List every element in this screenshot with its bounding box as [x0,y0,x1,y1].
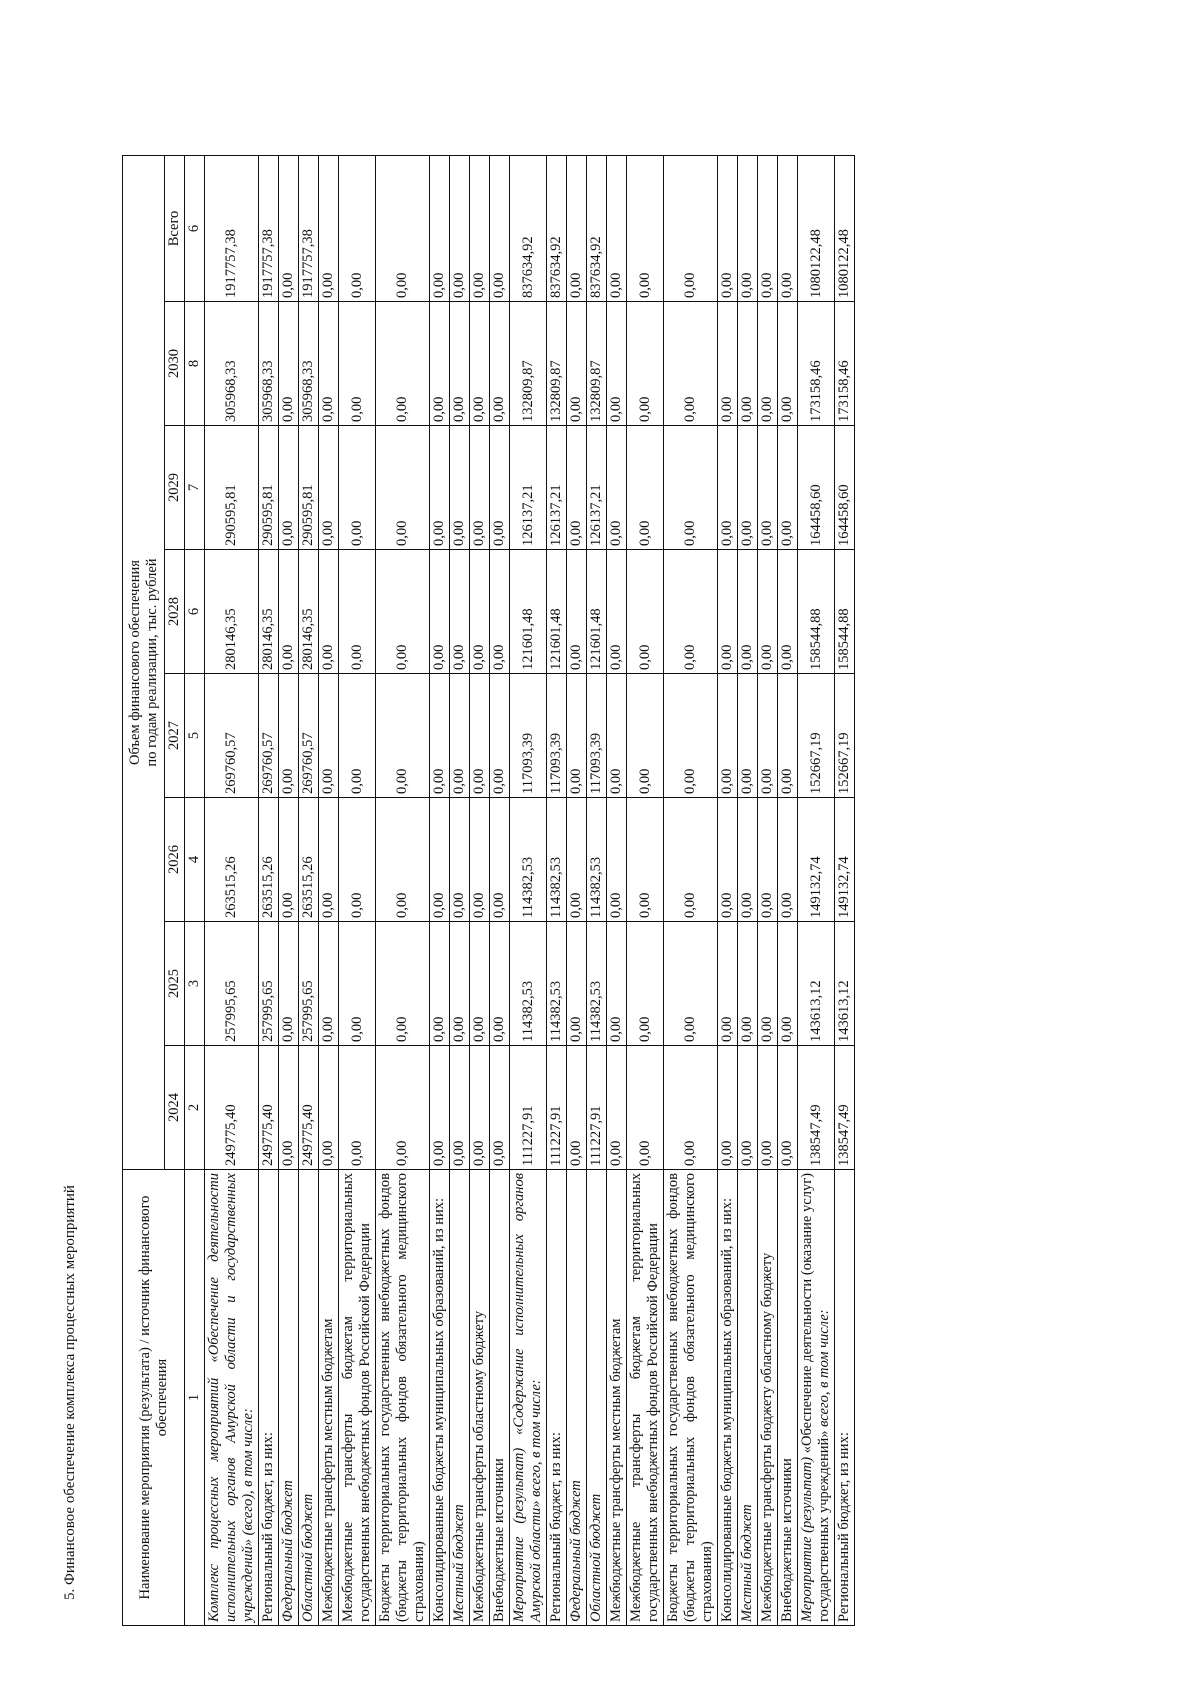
row-value: 0,00 [376,156,430,302]
row-value: 0,00 [627,922,664,1046]
row-name: Федеральный бюджет [279,1170,299,1626]
row-value: 0,00 [567,550,587,674]
row-value: 117093,39 [587,674,607,798]
row-value: 0,00 [607,798,627,922]
row-value: 0,00 [490,1046,510,1170]
row-value: 0,00 [567,302,587,426]
table-row [259,156,279,1626]
row-value: 114382,53 [510,922,547,1046]
row-value: 0,00 [450,674,470,798]
table-row [738,156,758,1626]
row-value: 173158,46 [798,302,835,426]
row-name: Консолидированные бюджеты муниципальных образований, из них: [430,1170,450,1626]
table-row [607,156,627,1626]
row-value: 0,00 [607,302,627,426]
header-year-2025: 2025 [165,922,185,1046]
finance-table-container [122,156,1182,1626]
header-year-2026: 2026 [165,798,185,922]
row-value: 0,00 [279,156,299,302]
row-value: 263515,26 [259,798,279,922]
row-value: 0,00 [664,550,718,674]
row-value: 158544,88 [798,550,835,674]
row-value: 132809,87 [547,302,567,426]
row-value: 0,00 [718,674,738,798]
row-value: 138547,49 [798,1046,835,1170]
row-value: 0,00 [376,674,430,798]
header-year-2027: 2027 [165,674,185,798]
row-name: Консолидированные бюджеты муниципальных образований, из них: [718,1170,738,1626]
row-name: Межбюджетные трансферты бюджету областному бюджету [758,1170,778,1626]
row-name: Областной бюджет [299,1170,319,1626]
table-row [299,156,319,1626]
row-value: 0,00 [430,302,450,426]
row-value: 0,00 [450,1046,470,1170]
table-row [758,156,778,1626]
row-value: 0,00 [319,426,339,550]
row-value: 305968,33 [299,302,319,426]
row-value: 1080122,48 [835,156,855,302]
table-row [470,156,490,1626]
table-row [490,156,510,1626]
row-value: 0,00 [490,922,510,1046]
row-value: 0,00 [738,302,758,426]
row-value: 0,00 [490,550,510,674]
row-value: 0,00 [758,302,778,426]
row-value: 0,00 [664,426,718,550]
row-value: 249775,40 [205,1046,259,1170]
row-value: 0,00 [664,302,718,426]
row-value: 0,00 [607,1046,627,1170]
row-value: 0,00 [339,798,376,922]
row-value: 0,00 [279,302,299,426]
row-value: 0,00 [718,798,738,922]
row-value: 0,00 [627,302,664,426]
row-value: 0,00 [664,1046,718,1170]
row-value: 0,00 [567,426,587,550]
row-value: 0,00 [279,1046,299,1170]
row-value: 152667,19 [798,674,835,798]
row-value: 0,00 [470,798,490,922]
row-value: 0,00 [450,798,470,922]
column-number: 4 [185,798,205,922]
row-value: 0,00 [490,798,510,922]
row-value: 0,00 [778,1046,798,1170]
row-value: 0,00 [470,426,490,550]
row-value: 126137,21 [510,426,547,550]
row-value: 0,00 [567,674,587,798]
row-name: Межбюджетные трансферты бюджетам территориальных государственных внебюджетных фондов Российской Федерации [339,1170,376,1626]
row-value: 164458,60 [798,426,835,550]
row-value: 249775,40 [299,1046,319,1170]
row-value: 269760,57 [205,674,259,798]
row-name: Мероприятие (результат) «Обеспечение деятельности (оказание услуг) государственных учреждений» всего, в том числе: [798,1170,835,1626]
row-value: 0,00 [339,1046,376,1170]
row-value: 0,00 [718,922,738,1046]
row-value: 0,00 [339,302,376,426]
row-value: 837634,92 [510,156,547,302]
row-value: 143613,12 [798,922,835,1046]
row-value: 305968,33 [259,302,279,426]
table-row [627,156,664,1626]
row-value: 0,00 [279,674,299,798]
row-value: 0,00 [450,922,470,1046]
row-value: 0,00 [376,550,430,674]
row-value: 114382,53 [587,798,607,922]
row-name: Межбюджетные трансферты областному бюджету [470,1170,490,1626]
row-value: 0,00 [627,426,664,550]
table-row [718,156,738,1626]
row-value: 0,00 [470,156,490,302]
header-year-2028: 2028 [165,550,185,674]
row-value: 0,00 [758,922,778,1046]
row-value: 0,00 [718,1046,738,1170]
row-value: 0,00 [319,798,339,922]
row-name: Внебюджетные источники [778,1170,798,1626]
column-number: 7 [185,426,205,550]
row-value: 263515,26 [299,798,319,922]
row-value: 0,00 [738,1046,758,1170]
row-value: 280146,35 [259,550,279,674]
row-value: 0,00 [490,426,510,550]
row-value: 0,00 [490,302,510,426]
row-value: 117093,39 [510,674,547,798]
row-value: 0,00 [607,426,627,550]
row-value: 0,00 [339,550,376,674]
row-value: 132809,87 [587,302,607,426]
header-year-2030: 2030 [165,302,185,426]
row-value: 114382,53 [547,922,567,1046]
row-value: 257995,65 [205,922,259,1046]
row-value: 269760,57 [299,674,319,798]
row-value: 257995,65 [259,922,279,1046]
row-value: 0,00 [758,674,778,798]
table-row [664,156,718,1626]
row-value: 114382,53 [587,922,607,1046]
row-value: 149132,74 [835,798,855,922]
row-value: 0,00 [430,674,450,798]
row-value: 0,00 [339,674,376,798]
row-value: 0,00 [627,674,664,798]
row-name: Региональный бюджет, из них: [547,1170,567,1626]
row-value: 111227,91 [510,1046,547,1170]
table-row [205,156,259,1626]
row-value: 0,00 [430,798,450,922]
table-row [319,156,339,1626]
table-row [567,156,587,1626]
row-value: 257995,65 [299,922,319,1046]
row-value: 0,00 [664,798,718,922]
row-value: 0,00 [430,550,450,674]
row-value: 132809,87 [510,302,547,426]
row-value: 173158,46 [835,302,855,426]
row-value: 0,00 [470,922,490,1046]
row-name: Комплекс процессных мероприятий «Обеспечение деятельности исполнительных органов Амурской области и государственных учреждений» (всего), в том числе: [205,1170,259,1626]
row-value: 0,00 [718,550,738,674]
row-name: Межбюджетные трансферты местным бюджетам [607,1170,627,1626]
row-value: 290595,81 [299,426,319,550]
row-value: 0,00 [738,156,758,302]
row-value: 0,00 [339,922,376,1046]
row-value: 138547,49 [835,1046,855,1170]
row-value: 0,00 [279,922,299,1046]
row-value: 121601,48 [587,550,607,674]
row-value: 126137,21 [547,426,567,550]
row-value: 0,00 [738,922,758,1046]
row-value: 0,00 [607,550,627,674]
row-value: 143613,12 [835,922,855,1046]
row-value: 0,00 [319,302,339,426]
finance-table [122,155,855,1626]
table-row [279,156,299,1626]
table-row [430,156,450,1626]
table-row [510,156,547,1626]
row-value: 0,00 [470,1046,490,1170]
row-value: 1917757,38 [299,156,319,302]
row-value: 290595,81 [259,426,279,550]
row-value: 111227,91 [587,1046,607,1170]
row-value: 0,00 [279,550,299,674]
row-value: 0,00 [319,156,339,302]
row-value: 0,00 [718,426,738,550]
row-value: 117093,39 [547,674,567,798]
row-value: 0,00 [607,156,627,302]
column-number: 2 [185,1046,205,1170]
table-row [798,156,835,1626]
row-value: 0,00 [607,922,627,1046]
row-name: Местный бюджет [738,1170,758,1626]
row-value: 0,00 [319,550,339,674]
row-value: 121601,48 [547,550,567,674]
row-name: Межбюджетные трансферты местным бюджетам [319,1170,339,1626]
column-number: 6 [185,550,205,674]
row-value: 0,00 [376,302,430,426]
table-body [205,156,855,1626]
row-name: Федеральный бюджет [567,1170,587,1626]
row-value: 0,00 [778,156,798,302]
row-name: Бюджеты территориальных государственных внебюджетных фондов (бюджеты территориальных фондов обязательного медицинского страхования) [376,1170,430,1626]
row-value: 0,00 [279,426,299,550]
row-value: 1080122,48 [798,156,835,302]
row-value: 0,00 [758,798,778,922]
row-value: 0,00 [664,156,718,302]
row-value: 0,00 [376,426,430,550]
row-name: Внебюджетные источники [490,1170,510,1626]
row-value: 0,00 [470,550,490,674]
row-value: 0,00 [450,156,470,302]
row-value: 837634,92 [547,156,567,302]
row-value: 837634,92 [587,156,607,302]
row-value: 0,00 [627,1046,664,1170]
header-total: Всего [165,156,185,302]
row-value: 111227,91 [547,1046,567,1170]
page-title: 5. Финансовое обеспечение комплекса процессных мероприятий [62,1185,78,1600]
row-value: 152667,19 [835,674,855,798]
row-name: Областной бюджет [587,1170,607,1626]
row-value: 0,00 [567,798,587,922]
table-row [835,156,855,1626]
row-value: 121601,48 [510,550,547,674]
column-number: 8 [185,302,205,426]
row-value: 0,00 [567,156,587,302]
row-value: 0,00 [430,156,450,302]
row-value: 269760,57 [259,674,279,798]
table-row [376,156,430,1626]
row-value: 1917757,38 [259,156,279,302]
row-value: 0,00 [778,426,798,550]
row-value: 280146,35 [299,550,319,674]
row-value: 0,00 [778,302,798,426]
row-value: 158544,88 [835,550,855,674]
row-value: 280146,35 [205,550,259,674]
row-value: 0,00 [319,674,339,798]
row-value: 0,00 [450,550,470,674]
table-row [339,156,376,1626]
row-value: 0,00 [607,674,627,798]
row-value: 0,00 [778,674,798,798]
column-number: 5 [185,674,205,798]
table-row [450,156,470,1626]
row-name: Межбюджетные трансферты бюджетам территориальных государственных внебюджетных фондов Российской Федерации [627,1170,664,1626]
row-value: 263515,26 [205,798,259,922]
row-value: 0,00 [376,1046,430,1170]
row-value: 0,00 [430,1046,450,1170]
row-value: 149132,74 [798,798,835,922]
header-year-2029: 2029 [165,426,185,550]
row-value: 0,00 [627,798,664,922]
header-year-2024: 2024 [165,1046,185,1170]
row-value: 0,00 [758,550,778,674]
header-volume [123,156,165,1170]
row-name: Мероприятие (результат) «Содержание исполнительных органов Амурской области» всего, в том числе: [510,1170,547,1626]
row-value: 0,00 [738,674,758,798]
row-value: 0,00 [738,550,758,674]
row-name: Местный бюджет [450,1170,470,1626]
row-value: 0,00 [758,1046,778,1170]
column-number: 3 [185,922,205,1046]
row-value: 0,00 [279,798,299,922]
header-volume-line2: по годам реализации, тыс. рублей [143,558,160,767]
row-value: 0,00 [470,302,490,426]
row-value: 0,00 [778,798,798,922]
row-name: Бюджеты территориальных государственных внебюджетных фондов (бюджеты территориальных фондов обязательного медицинского страхования) [664,1170,718,1626]
row-value: 0,00 [470,674,490,798]
row-value: 290595,81 [205,426,259,550]
row-value: 114382,53 [547,798,567,922]
row-value: 0,00 [758,426,778,550]
row-value: 164458,60 [835,426,855,550]
header-volume-line1: Объем финансового обеспечения [126,560,143,765]
row-value: 114382,53 [510,798,547,922]
column-number: 6 [185,156,205,302]
row-value: 0,00 [490,674,510,798]
row-value: 1917757,38 [205,156,259,302]
row-value: 305968,33 [205,302,259,426]
row-value: 0,00 [718,156,738,302]
row-value: 0,00 [664,922,718,1046]
column-number: 1 [185,1170,205,1626]
row-value: 0,00 [567,922,587,1046]
header-name-column: Наименование мероприятия (результата) / источник финансового обеспечения [123,1170,185,1626]
row-value: 0,00 [778,550,798,674]
row-value: 0,00 [376,798,430,922]
row-value: 0,00 [627,550,664,674]
row-value: 0,00 [567,1046,587,1170]
row-value: 126137,21 [587,426,607,550]
row-name: Региональный бюджет, из них: [259,1170,279,1626]
row-value: 249775,40 [259,1046,279,1170]
row-value: 0,00 [430,426,450,550]
table-row [778,156,798,1626]
table-row [587,156,607,1626]
row-value: 0,00 [627,156,664,302]
row-value: 0,00 [664,674,718,798]
row-value: 0,00 [778,922,798,1046]
row-value: 0,00 [319,922,339,1046]
row-value: 0,00 [339,426,376,550]
row-value: 0,00 [376,922,430,1046]
row-value: 0,00 [319,1046,339,1170]
row-value: 0,00 [490,156,510,302]
table-row [547,156,567,1626]
row-value: 0,00 [450,426,470,550]
row-name: Региональный бюджет, из них: [835,1170,855,1626]
row-value: 0,00 [718,302,738,426]
row-value: 0,00 [450,302,470,426]
row-value: 0,00 [758,156,778,302]
row-value: 0,00 [738,426,758,550]
row-value: 0,00 [738,798,758,922]
row-value: 0,00 [339,156,376,302]
row-value: 0,00 [430,922,450,1046]
